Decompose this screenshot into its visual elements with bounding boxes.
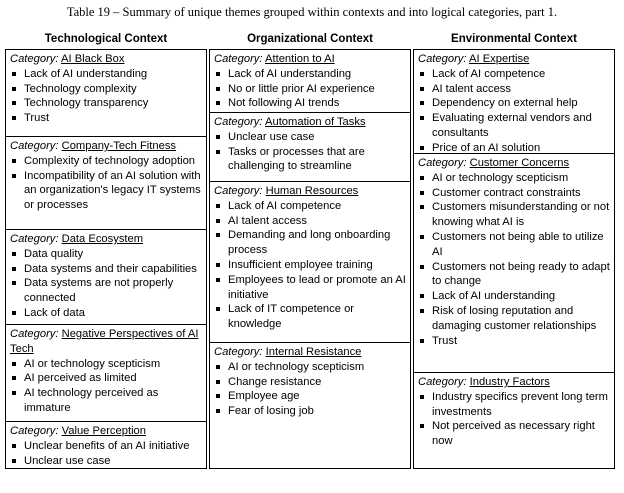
theme-item: Lack of data — [10, 306, 203, 321]
category-label: Category: — [418, 157, 467, 169]
theme-list — [10, 357, 203, 416]
category-name: Human Resources — [265, 185, 359, 197]
category-name: Industry Factors — [469, 376, 550, 388]
theme-item: Change resistance — [214, 375, 407, 390]
category-heading — [214, 345, 407, 360]
category-label: Category: — [214, 185, 263, 197]
theme-item: Evaluating external vendors and consultants — [418, 111, 611, 141]
theme-list — [418, 67, 611, 156]
category-heading — [214, 52, 407, 67]
category-label: Category: — [10, 233, 59, 245]
category-name: Attention to AI — [265, 53, 335, 65]
theme-list — [418, 390, 611, 449]
theme-item: Customers not being ready to adapt to change — [418, 260, 611, 290]
category-name: Data Ecosystem — [61, 233, 144, 245]
theme-item: Lack of AI understanding — [214, 67, 407, 82]
category-heading — [10, 327, 203, 357]
theme-item: AI talent access — [214, 214, 407, 229]
theme-item: Data quality — [10, 247, 203, 262]
theme-item: AI technology perceived as immature — [10, 386, 203, 416]
category-heading — [418, 375, 611, 390]
theme-item: Demanding and long onboarding process — [214, 228, 407, 258]
category-label: Category: — [10, 140, 59, 152]
theme-list — [214, 67, 407, 111]
theme-item: Tasks or processes that are challenging to streamline — [214, 145, 407, 175]
category-heading — [10, 139, 203, 154]
theme-list — [10, 154, 203, 213]
theme-list — [214, 130, 407, 174]
theme-item: Lack of IT competence or knowledge — [214, 302, 407, 332]
theme-item: Employees to lead or promote an AI initiative — [214, 273, 407, 303]
theme-item: Unclear use case — [10, 454, 203, 469]
category-heading — [10, 52, 203, 67]
theme-item: Unclear benefits of an AI initiative — [10, 439, 203, 454]
theme-item: Data systems are not properly connected — [10, 276, 203, 306]
category-name: Internal Resistance — [265, 346, 362, 358]
theme-item: No or little prior AI experience — [214, 82, 407, 97]
category-cell — [5, 324, 207, 422]
category-cell — [5, 49, 207, 137]
theme-item: Lack of AI competence — [214, 199, 407, 214]
theme-list — [10, 247, 203, 321]
theme-item: Risk of losing reputation and damaging customer relationships — [418, 304, 611, 334]
theme-item: Trust — [418, 334, 611, 349]
theme-item: AI talent access — [418, 82, 611, 97]
theme-item: Industry specifics prevent long term investments — [418, 390, 611, 420]
theme-item: AI or technology scepticism — [418, 171, 611, 186]
theme-item: Not following AI trends — [214, 96, 407, 111]
column-header-technological: Technological Context — [44, 33, 168, 45]
category-cell — [413, 153, 615, 373]
table-caption: Table 19 – Summary of unique themes grouped within contexts and into logical categories, part 1. — [66, 5, 558, 19]
category-cell — [5, 229, 207, 325]
category-label: Category: — [10, 53, 59, 65]
category-heading — [418, 156, 611, 171]
theme-item: AI perceived as limited — [10, 371, 203, 386]
theme-item: AI or technology scepticism — [214, 360, 407, 375]
column-header-environmental: Environmental Context — [451, 33, 577, 45]
category-cell — [209, 181, 411, 343]
category-label: Category: — [214, 116, 263, 128]
category-cell — [413, 372, 615, 469]
theme-list — [214, 199, 407, 332]
theme-item: Lack of AI understanding — [418, 289, 611, 304]
category-cell — [209, 49, 411, 113]
category-name: Company-Tech Fitness — [61, 140, 177, 152]
category-cell — [5, 136, 207, 230]
category-name: AI Black Box — [61, 53, 125, 65]
theme-item: Dependency on external help — [418, 96, 611, 111]
category-label: Category: — [10, 328, 59, 340]
theme-item: Fear of losing job — [214, 404, 407, 419]
category-name: Negative Perspectives of AI Tech — [10, 328, 199, 355]
theme-item: Incompatibility of an AI solution with an organization's legacy IT systems or processes — [10, 169, 203, 213]
category-name: Automation of Tasks — [265, 116, 366, 128]
category-heading — [10, 424, 203, 439]
category-label: Category: — [418, 376, 467, 388]
theme-item: Technology transparency — [10, 96, 203, 111]
theme-item: Trust — [10, 111, 203, 126]
category-cell — [413, 49, 615, 154]
category-label: Category: — [10, 425, 59, 437]
category-cell — [209, 112, 411, 182]
category-name: Value Perception — [61, 425, 147, 437]
theme-item: Employee age — [214, 389, 407, 404]
category-label: Category: — [214, 53, 263, 65]
category-heading — [10, 232, 203, 247]
category-heading — [418, 52, 611, 67]
category-cell — [209, 342, 411, 469]
category-heading — [214, 184, 407, 199]
theme-item: Insufficient employee training — [214, 258, 407, 273]
theme-item: Data systems and their capabilities — [10, 262, 203, 277]
category-name: Customer Concerns — [469, 157, 570, 169]
column-header-organizational: Organizational Context — [247, 33, 373, 45]
theme-item: Customers misunderstanding or not knowing what AI is — [418, 200, 611, 230]
theme-item: Complexity of technology adoption — [10, 154, 203, 169]
category-label: Category: — [214, 346, 263, 358]
category-cell — [5, 421, 207, 469]
theme-list — [10, 67, 203, 126]
theme-item: Lack of AI understanding — [10, 67, 203, 82]
category-label: Category: — [418, 53, 467, 65]
theme-list — [10, 439, 203, 469]
category-name: AI Expertise — [469, 53, 530, 65]
theme-item: Customer contract constraints — [418, 186, 611, 201]
theme-item: Not perceived as necessary right now — [418, 419, 611, 449]
theme-item: Technology complexity — [10, 82, 203, 97]
theme-list — [418, 171, 611, 349]
theme-item: AI or technology scepticism — [10, 357, 203, 372]
theme-list — [214, 360, 407, 419]
theme-item: Customers not being able to utilize AI — [418, 230, 611, 260]
theme-item: Unclear use case — [214, 130, 407, 145]
theme-item: Price of an AI solution — [418, 141, 611, 156]
theme-item: Lack of AI competence — [418, 67, 611, 82]
category-heading — [214, 115, 407, 130]
